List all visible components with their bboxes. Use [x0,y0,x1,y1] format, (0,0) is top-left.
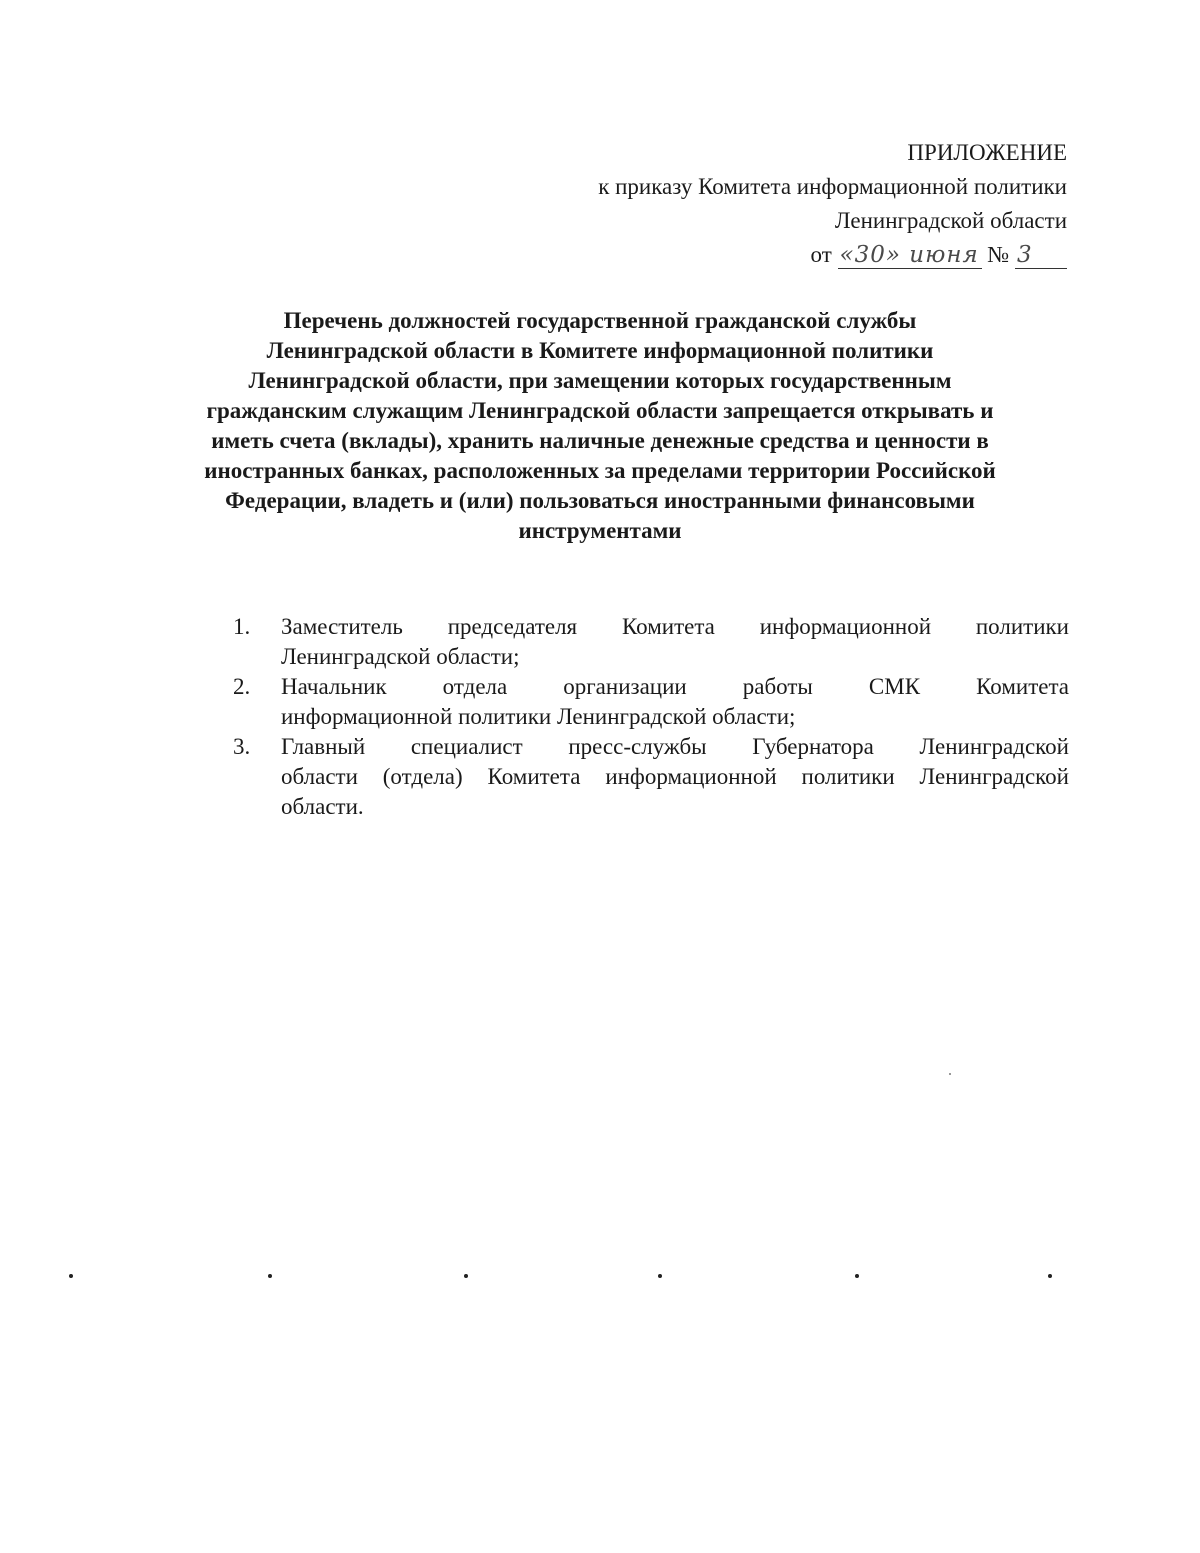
list-item [227,732,1069,822]
list-item-line: Главный специалист пресс-службы Губернатора Ленинградской [281,734,1069,759]
scan-speck [949,1073,951,1075]
scan-dot [464,1274,468,1278]
list-item-line: информационной политики Ленинградской области; [281,704,796,729]
title-line: Ленинградской области в Комитете информационной политики [266,338,934,363]
title-line: Ленинградской области, при замещении которых государственным [248,368,952,393]
date-prefix: от [810,242,832,267]
list-item-line: Начальник отдела организации работы СМК Комитета [281,674,1069,699]
list-item-line: области. [281,794,364,819]
list-item-line: Заместитель председателя Комитета информационной политики [281,614,1069,639]
list-item-number: 1. [233,614,251,639]
scan-dot [658,1274,662,1278]
handwritten-number: 3 [1015,242,1067,269]
list-item-line: Ленинградской области; [281,644,520,669]
appendix-region: Ленинградской области [834,208,1067,233]
document-title [160,306,1040,546]
appendix-block [598,136,1067,272]
appendix-order-reference: к приказу Комитета информационной политики [598,174,1067,199]
handwritten-date: «30» июня [838,242,982,269]
list-item-number: 3. [233,734,251,759]
scan-dots-row [0,1274,1200,1284]
title-line: Перечень должностей государственной гражданской службы [283,308,917,333]
number-label: № [987,242,1010,267]
title-line: иметь счета (вклады), хранить наличные денежные средства и ценности в [211,428,989,453]
scan-dot [268,1274,272,1278]
scan-dot [855,1274,859,1278]
list-item-line: области (отдела) Комитета информационной политики Ленинградской [281,764,1069,789]
list-item-number: 2. [233,674,251,699]
scan-dot [69,1274,73,1278]
title-line: гражданским служащим Ленинградской области запрещается открывать и [206,398,994,423]
title-line: инструментами [518,518,682,543]
list-item [227,612,1069,672]
title-line: Федерации, владеть и (или) пользоваться иностранными финансовыми [225,488,975,513]
list-item [227,672,1069,732]
appendix-heading: ПРИЛОЖЕНИЕ [907,140,1067,165]
scan-dot [1048,1274,1052,1278]
appendix-date-line [598,238,1067,272]
title-line: иностранных банках, расположенных за пределами территории Российской [204,458,996,483]
positions-list [227,612,1069,822]
